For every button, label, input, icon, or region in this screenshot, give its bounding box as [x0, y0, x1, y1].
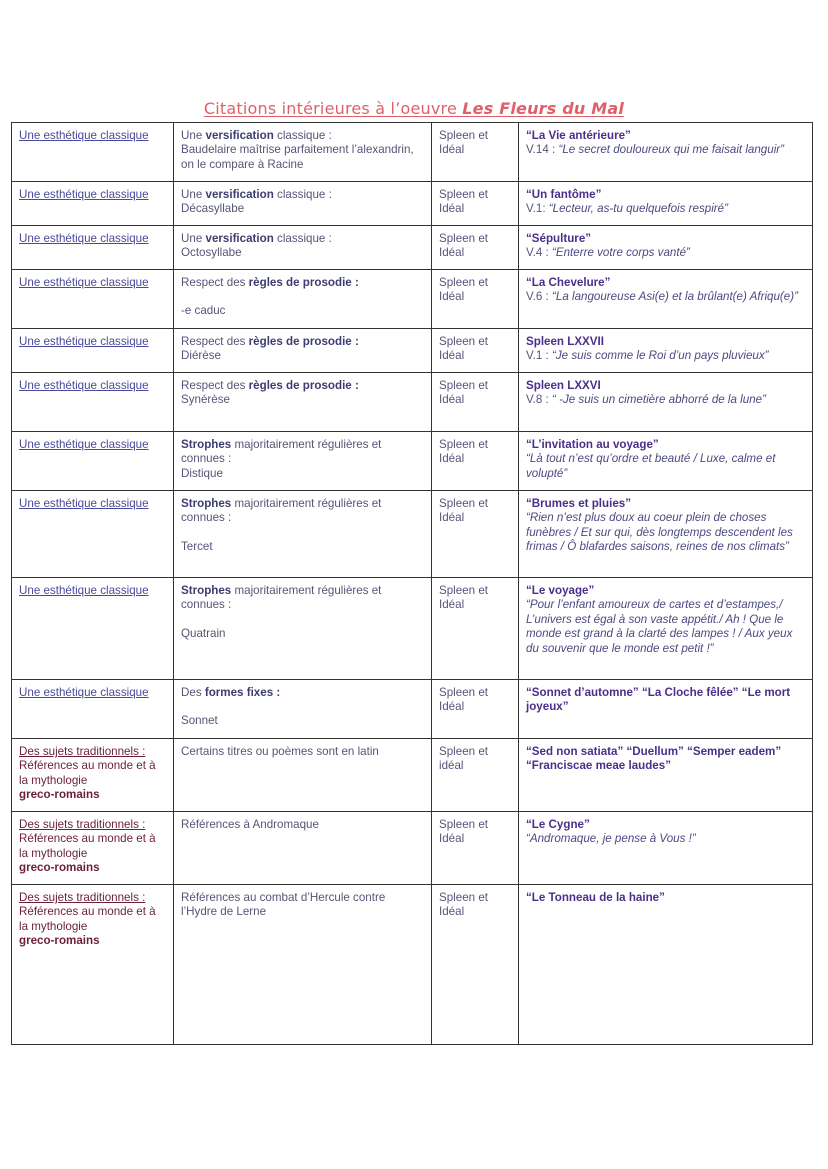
aspect-text: classique :	[273, 232, 332, 245]
aspect-cell	[174, 578, 432, 680]
quote: “ -Je suis un cimetière abhorré de la lune”	[552, 393, 766, 407]
table-row	[12, 226, 813, 270]
section-cell: Spleen et Idéal	[432, 491, 519, 578]
aspect-cell: Références à Andromaque	[174, 812, 432, 885]
theme-cell	[12, 812, 174, 885]
aspect-cell	[174, 491, 432, 578]
aspect-cell	[174, 182, 432, 226]
theme-link[interactable]: Une esthétique classique	[19, 438, 149, 451]
aspect-detail: Sonnet	[181, 714, 218, 728]
theme-cell	[12, 739, 174, 812]
theme-bold: greco-romains	[19, 934, 100, 948]
aspect-text: classique :	[273, 188, 332, 201]
theme-link[interactable]: Une esthétique classique	[19, 188, 149, 201]
theme-text: Références au monde et à la mythologie	[19, 832, 156, 860]
quote: “Rien n’est plus doux au coeur plein de choses funèbres / Et sur qui, dès longtemps descendent les frimas / Ô blafardes saisons, reines de nos climats”	[526, 511, 793, 554]
theme-link[interactable]: Une esthétique classique	[19, 335, 149, 348]
citation-cell	[519, 491, 813, 578]
theme-bold: greco-romains	[19, 861, 100, 875]
aspect-bold: versification	[205, 188, 274, 201]
table-row	[12, 182, 813, 226]
citation-cell	[519, 812, 813, 885]
table-row	[12, 739, 813, 812]
poem-title: “La Vie antérieure”	[526, 129, 631, 142]
aspect-text: majoritairement régulières et connues :	[181, 584, 382, 612]
page-title	[0, 99, 828, 118]
theme-link[interactable]: Une esthétique classique	[19, 129, 149, 142]
theme-cell	[12, 680, 174, 739]
aspect-detail: -e caduc	[181, 304, 226, 318]
aspect-text: Respect des	[181, 379, 249, 392]
table-row	[12, 329, 813, 373]
section-cell: Spleen et Idéal	[432, 373, 519, 432]
theme-link[interactable]: Une esthétique classique	[19, 232, 149, 245]
theme-bold: greco-romains	[19, 788, 100, 802]
aspect-detail: Quatrain	[181, 626, 226, 640]
citation-cell	[519, 373, 813, 432]
aspect-bold: formes fixes :	[204, 686, 281, 699]
aspect-detail: Tercet	[181, 539, 213, 553]
theme-text: Références au monde et à la mythologie	[19, 759, 156, 787]
aspect-cell	[174, 270, 432, 329]
verse-ref: V.6 :	[526, 290, 553, 304]
poem-title: “Brumes et pluies”	[526, 497, 632, 510]
aspect-text: Des	[181, 686, 205, 699]
theme-cell	[12, 226, 174, 270]
theme-link[interactable]: Des sujets traditionnels :	[19, 745, 146, 758]
citation-cell	[519, 885, 813, 1045]
theme-cell	[12, 329, 174, 373]
theme-cell	[12, 373, 174, 432]
aspect-text: Respect des	[181, 335, 249, 348]
aspect-bold: Strophes	[181, 438, 232, 451]
aspect-cell	[174, 123, 432, 182]
theme-link[interactable]: Des sujets traditionnels :	[19, 818, 146, 831]
citation-cell	[519, 329, 813, 373]
aspect-cell: Certains titres ou poèmes sont en latin	[174, 739, 432, 812]
poem-title: “Sonnet d’automne” “La Cloche fêlée” “Le mort joyeux”	[526, 686, 791, 714]
section-cell: Spleen et Idéal	[432, 182, 519, 226]
aspect-detail: Diérèse	[181, 349, 221, 363]
poem-title: Spleen LXXVII	[526, 335, 604, 348]
table-row	[12, 578, 813, 680]
aspect-text: majoritairement régulières et connues :	[181, 497, 382, 525]
theme-cell	[12, 885, 174, 1045]
aspect-text: Respect des	[181, 276, 249, 289]
quote: “Pour l’enfant amoureux de cartes et d’estampes,/ L’univers est égal à son vaste appétit./ Ah ! Que le monde est grand à la clarté des lampes ! / Aux yeux du souvenir que le monde est petit !”	[526, 598, 793, 655]
aspect-bold: règles de prosodie :	[248, 276, 359, 289]
poem-title: Spleen LXXVI	[526, 379, 601, 392]
theme-link[interactable]: Une esthétique classique	[19, 584, 149, 597]
aspect-bold: versification	[205, 232, 274, 245]
quote: “Là tout n’est qu’ordre et beauté / Luxe, calme et volupté”	[526, 452, 776, 480]
theme-cell	[12, 491, 174, 578]
quote: “La langoureuse Asi(e) et la brûlant(e) Afriqu(e)”	[552, 290, 798, 304]
verse-ref: V.1:	[526, 202, 549, 216]
aspect-text: Une	[181, 129, 206, 142]
aspect-cell	[174, 373, 432, 432]
table-row	[12, 373, 813, 432]
citation-cell	[519, 182, 813, 226]
poem-title: “Le voyage”	[526, 584, 595, 597]
theme-link[interactable]: Une esthétique classique	[19, 686, 149, 699]
aspect-cell	[174, 680, 432, 739]
citations-table	[11, 122, 813, 1045]
aspect-cell	[174, 226, 432, 270]
aspect-cell	[174, 329, 432, 373]
aspect-cell: Références au combat d’Hercule contre l’Hydre de Lerne	[174, 885, 432, 1045]
aspect-detail: Distique	[181, 466, 223, 480]
table-row	[12, 885, 813, 1045]
aspect-text: Une	[181, 232, 206, 245]
aspect-detail: Baudelaire maîtrise parfaitement l’alexandrin, on le compare à Racine	[181, 143, 414, 171]
table-row	[12, 123, 813, 182]
theme-link[interactable]: Des sujets traditionnels :	[19, 891, 146, 904]
table-row	[12, 812, 813, 885]
citation-cell	[519, 123, 813, 182]
verse-ref: V.14 :	[526, 143, 559, 157]
table-row	[12, 491, 813, 578]
citation-cell	[519, 226, 813, 270]
section-cell: Spleen et Idéal	[432, 812, 519, 885]
aspect-detail: Synérèse	[181, 393, 230, 407]
aspect-bold: versification	[205, 129, 274, 142]
title-work: Les Fleurs du Mal	[462, 99, 625, 118]
section-cell: Spleen et Idéal	[432, 680, 519, 739]
quote: “Andromaque, je pense à Vous !”	[526, 832, 696, 846]
aspect-detail: Octosyllabe	[181, 246, 242, 260]
aspect-detail: Décasyllabe	[181, 202, 245, 216]
citation-cell	[519, 680, 813, 739]
section-cell: Spleen et Idéal	[432, 885, 519, 1045]
poem-title: “L’invitation au voyage”	[526, 438, 659, 451]
aspect-bold: règles de prosodie :	[248, 335, 359, 348]
poem-title: “Un fantôme”	[526, 188, 602, 201]
section-cell: Spleen et Idéal	[432, 329, 519, 373]
poem-title: “Sépulture”	[526, 232, 592, 245]
poem-title: “Le Tonneau de la haine”	[526, 891, 665, 904]
aspect-text: Une	[181, 188, 206, 201]
verse-ref: V.4 :	[526, 246, 553, 260]
poem-title: “Sed non satiata” “Duellum” “Semper eadem” “Franciscae meae laudes”	[526, 745, 782, 773]
quote: “Enterre votre corps vanté”	[552, 246, 690, 260]
aspect-cell	[174, 432, 432, 491]
theme-cell	[12, 432, 174, 491]
theme-text: Références au monde et à la mythologie	[19, 905, 156, 933]
poem-title: “Le Cygne”	[526, 818, 590, 831]
table-row	[12, 432, 813, 491]
title-prefix: Citations intérieures à l’oeuvre	[203, 99, 463, 118]
verse-ref: V.8 :	[526, 393, 553, 407]
table-row	[12, 270, 813, 329]
citation-cell	[519, 578, 813, 680]
section-cell: Spleen et Idéal	[432, 226, 519, 270]
theme-link[interactable]: Une esthétique classique	[19, 379, 149, 392]
verse-ref: V.1 :	[526, 349, 553, 363]
section-cell: Spleen et Idéal	[432, 270, 519, 329]
quote: “Lecteur, as-tu quelquefois respiré”	[548, 202, 728, 216]
theme-cell	[12, 123, 174, 182]
aspect-bold: règles de prosodie :	[248, 379, 359, 392]
theme-cell	[12, 270, 174, 329]
quote: “Je suis comme le Roi d’un pays pluvieux”	[552, 349, 769, 363]
section-cell: Spleen et Idéal	[432, 578, 519, 680]
section-cell: Spleen et Idéal	[432, 123, 519, 182]
aspect-bold: Strophes	[181, 584, 232, 597]
theme-cell	[12, 182, 174, 226]
theme-link[interactable]: Une esthétique classique	[19, 276, 149, 289]
citation-cell	[519, 739, 813, 812]
theme-cell	[12, 578, 174, 680]
quote: “Le secret douloureux qui me faisait languir”	[558, 143, 785, 157]
section-cell: Spleen et Idéal	[432, 432, 519, 491]
aspect-text: majoritairement régulières et connues :	[181, 438, 382, 466]
citation-cell	[519, 432, 813, 491]
theme-link[interactable]: Une esthétique classique	[19, 497, 149, 510]
table-row	[12, 680, 813, 739]
poem-title: “La Chevelure”	[526, 276, 611, 289]
aspect-text: classique :	[273, 129, 332, 142]
aspect-bold: Strophes	[181, 497, 232, 510]
citation-cell	[519, 270, 813, 329]
section-cell: Spleen et idéal	[432, 739, 519, 812]
